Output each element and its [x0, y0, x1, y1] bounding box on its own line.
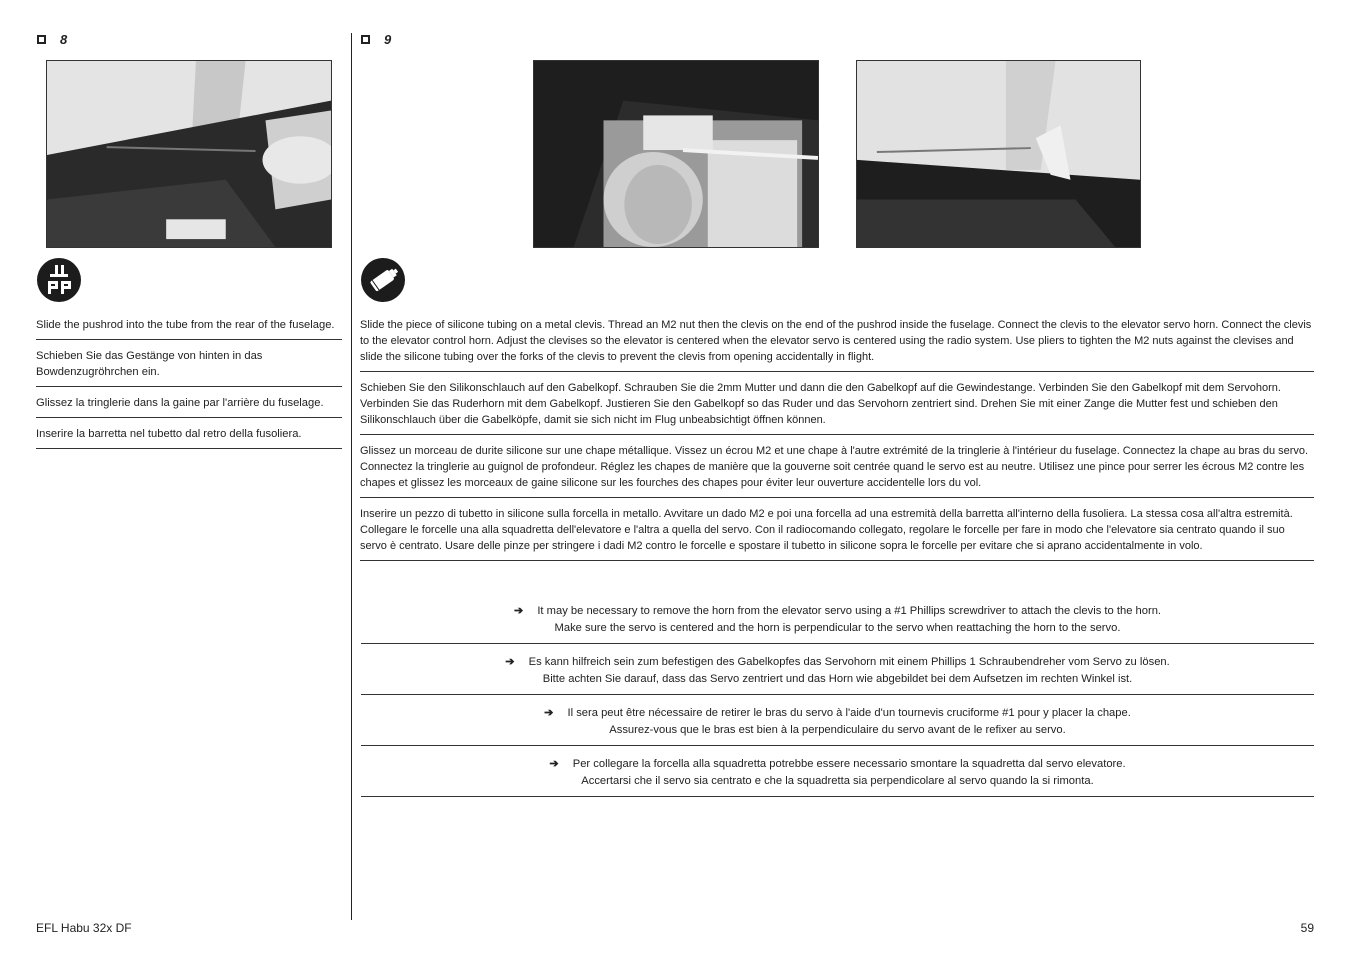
column-divider: [351, 33, 352, 920]
step-8-paragraph-en: Slide the pushrod into the tube from the rear of the fuselage.: [36, 314, 342, 340]
step-8-number: 8: [60, 32, 68, 47]
note-it-line1: Per collegare la forcella alla squadretta potrebbe essere necessario smontare la squadretta dal servo elevatore.: [572, 758, 1126, 770]
step-8-checkbox[interactable]: [37, 35, 46, 44]
step-8-paragraph-de: Schieben Sie das Gestänge von hinten in das Bowdenzugröhrchen ein.: [36, 345, 342, 387]
step-9-number: 9: [384, 32, 392, 47]
note-fr-line1: Il sera peut être nécessaire de retirer le bras du servo à l'aide d'un tournevis cruciforme #1 pour y placer la chape.: [567, 707, 1131, 719]
step-9-photo-servo: [533, 60, 819, 248]
note-it-line2: Accertarsi che il servo sia centrato e che la squadretta sia perpendicolare al servo quando la si rimonta.: [581, 774, 1094, 787]
step-9-paragraph-de: Schieben Sie den Silikonschlauch auf den Gabelkopf. Schrauben Sie die 2mm Mutter und dann die den Gabelkopf auf die Gewindestange. Verbinden Sie den Gabelkopf mit dem Servohorn. Verbinden Sie das Ruderhorn mit dem Gabelkopf. Justieren Sie den Gabelkopf so das Ruder und das Servohorn zentriert sind. Drehen Sie mit einer Zange die Mutter fest und schieben den Silikonschlauch über die Gabelköpfe, damit sie sich nicht im Flug unbeabsichtigt öffnen können.: [360, 377, 1314, 435]
arrow-icon: ➔: [505, 656, 515, 668]
step-9-checkbox[interactable]: [361, 35, 370, 44]
tools-icon: [37, 258, 81, 302]
step-9-paragraph-en: Slide the piece of silicone tubing on a metal clevis. Thread an M2 nut then the clevis on the end of the pushrod inside the fuselage. Connect the clevis to the elevator servo horn. Connect the clevis to the elevator control horn. Adjust the clevises so the elevator is centered when the elevator servo is centered using the radio system. Use pliers to tighten the M2 nuts against the clevises and slide the silicone tubing over the forks of the clevis to prevent the clevis from opening accidentally in flight.: [360, 314, 1314, 372]
note-en-line1: It may be necessary to remove the horn from the elevator servo using a #1 Phillips screwdriver to attach the clevis to the horn.: [537, 605, 1162, 617]
step-8-text: [36, 314, 342, 449]
note-fr-line2: Assurez-vous que le bras est bien à la perpendiculaire du servo avant de le refixer au servo.: [609, 723, 1066, 736]
footer-title: EFL Habu 32x DF: [36, 921, 132, 935]
step-8-paragraph-fr: Glissez la tringlerie dans la gaine par l'arrière du fuselage.: [36, 392, 342, 418]
page-number: 59: [1300, 921, 1314, 935]
arrow-icon: ➔: [544, 707, 554, 719]
step-8-header: [37, 32, 67, 47]
step-9-paragraph-it: Inserire un pezzo di tubetto in silicone sulla forcella in metallo. Avvitare un dado M2 e poi una forcella ad una estremità della barretta all'interno della fusoliera. La stessa cosa all'altra estremità. Collegare le forcelle una alla squadretta dell'elevatore e l'altra a quella del servo. Con il radiocomando collegato, regolare le forcelle per fare in modo che l'elevatore sia centrato quando il suo servo è centrato. Usare delle pinze per stringere i dadi M2 contro le forcelle e spostare il tubetto in silicone sopra le forcelle per evitare che si aprano accidentalmente in volo.: [360, 503, 1314, 561]
step-8-paragraph-it: Inserire la barretta nel tubetto dal retro della fusoliera.: [36, 423, 342, 449]
note-en-line2: Make sure the servo is centered and the horn is perpendicular to the servo when reattaching the horn to the servo.: [554, 621, 1121, 634]
glue-tube-icon: [361, 258, 405, 302]
step-9-paragraph-fr: Glissez un morceau de durite silicone sur une chape métallique. Vissez un écrou M2 et une chape à l'autre extrémité de la tringlerie à l'intérieur du fuselage. Connectez la chape au bras du servo. Connectez la tringlerie au guignol de profondeur. Réglez les chapes de manière que la gouverne soit centrée quand le servo est au neutre. Utilisez une pince pour serrer les écrous M2 contre les chapes et glissez les morceaux de gaine silicone sur les fourches des chapes pour éviter leur ouverture accidentelle lors du vol.: [360, 440, 1314, 498]
step-8-photo: [46, 60, 332, 248]
note-fr: [361, 705, 1314, 746]
note-de-line1: Es kann hilfreich sein zum befestigen des Gabelkopfes das Servohorn mit einem Phillips 1 Schraubendreher vom Servo zu lösen.: [528, 656, 1170, 668]
note-de-line2: Bitte achten Sie darauf, dass das Servo zentriert und das Horn wie abgebildet bei dem Aufsetzen im rechten Winkel ist.: [542, 672, 1133, 685]
note-it: [361, 756, 1314, 797]
step-9-text: [360, 314, 1314, 561]
step-9-notes: [361, 603, 1314, 807]
note-de: [361, 654, 1314, 695]
step-9-header: [361, 32, 391, 47]
arrow-icon: ➔: [513, 605, 524, 617]
step-9-photo-horn: [856, 60, 1141, 248]
arrow-icon: ➔: [549, 758, 559, 770]
note-en: [361, 603, 1314, 644]
